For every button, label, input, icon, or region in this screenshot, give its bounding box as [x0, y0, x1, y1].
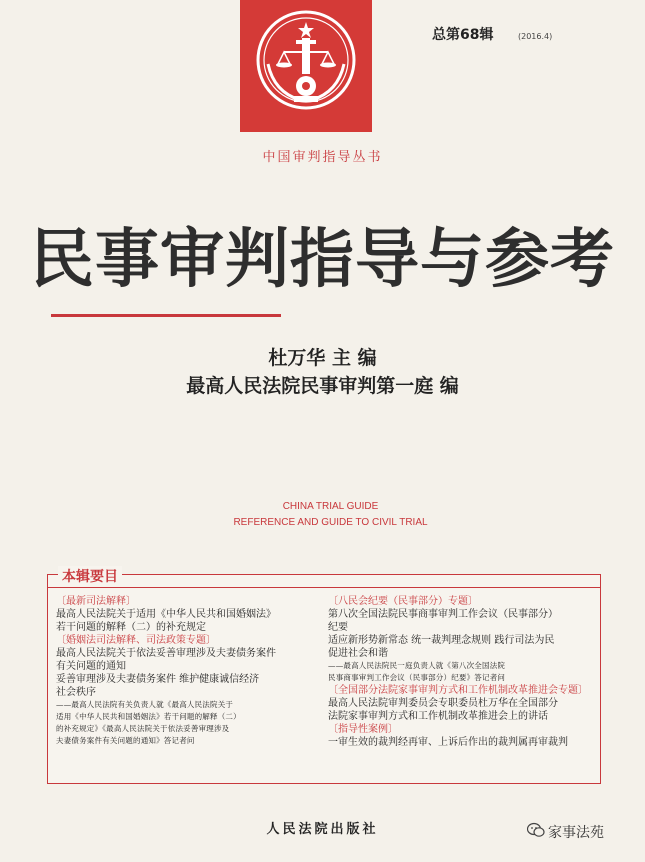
book-title: 民事审判指导与参考	[30, 222, 615, 297]
contents-heading-rule	[48, 587, 600, 588]
english-title-line-2: REFERENCE AND GUIDE TO CIVIL TRIAL	[233, 517, 428, 528]
contents-entry: 的补充规定》《最高人民法院关于依法妥善审理涉及	[56, 724, 230, 733]
contents-entry: 社会秩序	[56, 687, 96, 698]
contents-entry: 法院家事审判方式和工作机制改革推进会上的讲话	[328, 711, 548, 722]
contents-entry: 有关问题的通知	[56, 661, 126, 672]
contents-entry: 适应新形势新常态 统一裁判理念规则 践行司法为民	[328, 635, 555, 646]
wechat-icon	[527, 822, 545, 838]
contents-entry: 夫妻债务案件有关问题的通知》答记者问	[56, 736, 195, 745]
contents-entry: 最高人民法院关于适用《中华人民共和国婚姻法》	[56, 609, 276, 620]
title-underline	[51, 314, 281, 317]
contents-entry: 一审生效的裁判经再审、上诉后作出的裁判属再审裁判	[328, 737, 568, 748]
issue-label: 总第68辑	[432, 27, 494, 43]
contents-entry: 适用《中华人民共和国婚姻法》若干问题的解释（二）	[56, 712, 241, 721]
contents-section-tag: 〔最新司法解释〕	[56, 596, 136, 607]
contents-heading: 本辑要目	[58, 566, 122, 586]
compiling-body: 最高人民法院民事审判第一庭 编	[186, 375, 459, 397]
publisher-name: 人民法院出版社	[266, 822, 379, 837]
contents-entry: 民事商事审判工作会议（民事部分）纪要》答记者问	[328, 673, 506, 682]
contents-section-tag: 〔八民会纪要（民事部分）专题〕	[328, 596, 478, 607]
watermark-text: 家事法苑	[548, 825, 604, 841]
contents-entry: 妥善审理涉及夫妻债务案件 维护健康诚信经济	[56, 674, 260, 685]
contents-left-column	[56, 595, 318, 747]
contents-entry: 最高人民法院关于依法妥善审理涉及夫妻债务案件	[56, 648, 276, 659]
issue-date: (2016.4)	[518, 32, 553, 41]
contents-section-tag: 〔婚姻法司法解释、司法政策专题〕	[56, 635, 216, 646]
contents-section-tag: 〔指导性案例〕	[328, 724, 398, 735]
contents-entry: ——最高人民法院民一庭负责人就《第八次全国法院	[328, 661, 506, 670]
contents-entry: 第八次全国法院民事商事审判工作会议（民事部分）	[328, 609, 558, 620]
court-emblem	[240, 0, 372, 132]
contents-entry: 最高人民法院审判委员会专职委员杜万华在全国部分	[328, 698, 558, 709]
contents-section-tag: 〔全国部分法院家事审判方式和工作机制改革推进会专题〕	[328, 685, 588, 696]
contents-right-column	[328, 595, 594, 749]
contents-entry: 促进社会和谐	[328, 648, 388, 659]
series-name: 中国审判指导丛书	[262, 150, 383, 165]
contents-entry: 若干问题的解释（二）的补充规定	[56, 622, 206, 633]
contents-box	[47, 569, 601, 784]
chief-editor: 杜万华 主 编	[268, 347, 377, 369]
english-title-line-1: CHINA TRIAL GUIDE	[282, 501, 379, 512]
contents-entry: 纪要	[328, 622, 348, 633]
contents-entry: ——最高人民法院有关负责人就《最高人民法院关于	[56, 700, 234, 709]
court-emblem-icon	[240, 0, 372, 132]
